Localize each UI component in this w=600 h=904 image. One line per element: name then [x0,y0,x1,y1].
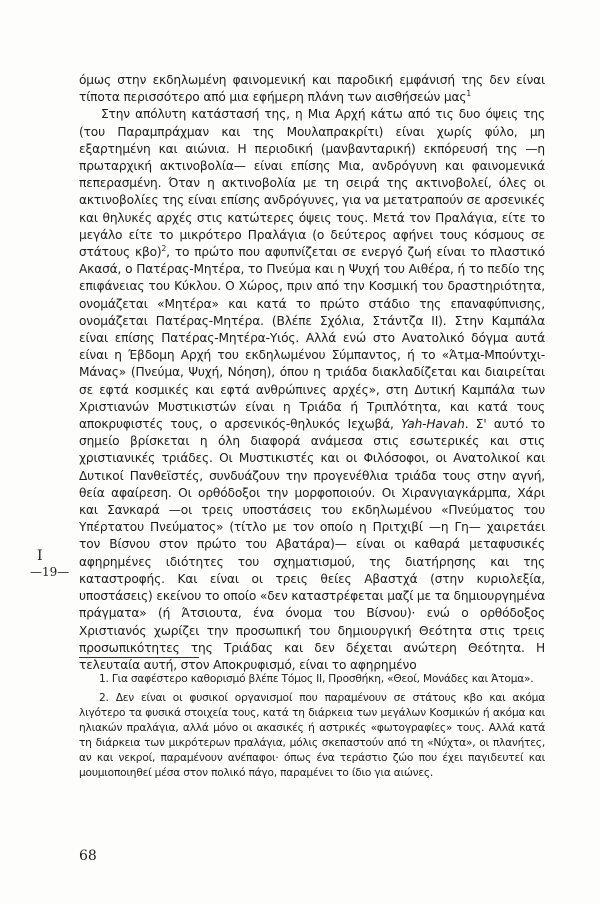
paragraph-2 [79,106,545,674]
footnote-ref-2: 2 [161,244,167,254]
paragraph-1-text: όμως στην εκδηλωμένη φαινομενική και παροδική εμφάνισή της δεν είναι τίποτα περισσότερο από μια εφήμερη πλάνη των αισθήσεών μας [79,73,545,105]
paragraph-1 [79,72,545,106]
yah-havah-italic: Yah-Havah [401,417,465,432]
paragraph-2-text-c: . Σ' αυτό το σημείο βρίσκεται η όλη διαφορά ανάμεσα στις εσωτερικές και στις χριστιανικές τριάδες. Οι Μυστικιστές και οι Φιλόσοφοι, οι Ανατολικοί και Δυτικοί Πανθεϊστές, συνδυάζουν την προγενέθλια τριάδα τους στην αγνή, θεία αφαίρεση. Οι ορθόδοξοι την μορφοποιούν. Οι Χιρανγιαγκάρμπα, Χάρι και Σανκαρά —οι τρεις υποστάσεις του εκδηλωμένου «Πνεύματος του Υπέρτατου Πνεύματος» (τίτλο με τον οποίο η Πριτχιβί —η Γη— χαιρετάει τον Βίσνου στον πρώτο του Αβατάρα)— είναι οι καθαρά μεταφυσικές αφηρημένες ιδιότητες του σχηματισμού, της διατήρησης και της καταστροφής. Και είναι οι τρεις θείες Αβαστχά (στην κυριολεξία, υποστάσεις) εκείνου το οποίο «δεν καταστρέφεται μαζί με τα δημιουργημένα πράγματα» (ή Άτσιουτα, ένα όνομα του Βίσνου)· ενώ ο ορθόδοξος Χριστιανός χωρίζει την προσωπική του δημιουργική Θεότητα στις τρεις προσωπικότητες της Τριάδας και δεν δέχεται ανώτερη Θεότητα. Η τελευταία αυτή, στον Αποκρυφισμό, είναι το αφηρημένο [79,417,545,672]
paragraph-2-text-a: Στην απόλυτη κατάστασή της, η Μια Αρχή κάτω από τις δυο όψεις της (του Παραμπράχμαν και της Μουλαπρακρίτι) είναι χωρίς φύλο, μη εξαρτημένη και αιώνια. Η περιοδική (μανβανταρική) εκπόρευσή της —η πρωταρχική ακτινοβολία— είναι επίσης Μια, ανδρόγυνη και φαινομενικά πεπερασμένη. Όταν η ακτινοβολία με τη σειρά της ακτινοβολεί, όλες οι ακτινοβολίες της είναι επίσης ανδρόγυνες, για να μετατραπούν σε αρσενικές και θηλυκές αρχές στις κατώτερες όψεις τους. Μετά τον Πραλάγια, είτε το μεγάλο είτε το μικρότερο Πραλάγια (ο δεύτερος αφήνει τους κόσμους σε στάτους κβο) [79,107,545,260]
paragraph-2-text-b: , το πρώτο που αφυπνίζεται σε ενεργό ζωή είναι το πλαστικό Ακασά, ο Πατέρας-Μητέρα, το Πνεύμα και η Ψυχή του Αιθέρα, ή το πεδίο της επιφάνειας του Κύκλου. Ο Χώρος, πριν από την Κοσμική του δραστηριότητα, ονομάζεται «Μητέρα» και κατά το πρώτο στάδιο της επαναφύπνισης, ονομάζεται Πατέρας-Μητέρα. (Βλέπε Σχόλια, Στάντζα ΙΙ). Στην Καμπάλα είναι επίσης Πατέρας-Μητέρα-Υιός. Αλλά ενώ στο Ανατολικό δόγμα αυτά είναι η Έβδομη Αρχή του εκδηλωμένου Σύμπαντος, ή το «Άτμα-Μπούντχι-Μάνας» (Πνεύμα, Ψυχή, Νόηση), όπου η τριάδα διακλαδίζεται και διαιρείται σε εφτά κοσμικές και εφτά ανθρώπινες αρχές», στη Δυτική Καμπάλα των Χριστιανών Μυστικιστών είναι η Τριάδα ή Τριπλότητα, και κατά τους αποκρυφιστές τους, ο αρσενικός-θηλυκός Ιεχωβά, [79,245,545,432]
footnotes [79,672,545,785]
main-text [79,72,545,674]
footnote-divider [79,657,199,658]
footnote-ref-1: 1 [466,89,472,99]
footnote-1: 1. Για σαφέστερο καθορισμό βλέπε Τόμος ΙΙ, Προσθήκη, «Θεοί, Μονάδες και Άτομα». [99,673,534,685]
page-number: 68 [79,848,97,864]
footnote-2: 2. Δεν είναι οι φυσικοί οργανισμοί που παραμένουν σε στάτους κβο και ακόμα λιγότερο τα φυσικά στοιχεία τους, κατά τη διάρκεια των μεγάλων Κοσμικών ή ακόμα και ηλιακών πραλάγια, αλλά μόνο οι ακασικές ή αστρικές «φωτογραφίες» τους. Αλλά κατά τη διάρκεια των μικρότερων πραλάγια, μόλις σκεπαστούν από τη «Νύχτα», οι πλανήτες, αν και νεκροί, παραμένουν ανέπαφοι· όπως ένα τεράστιο ζώο που έχει παγιδευτεί και μουμιοποιηθεί μέσα στον πολικό πάγο, παραμένει το ίδιο για αιώνες. [79,692,545,779]
margin-volume-mark: I [37,548,43,564]
margin-page-reference: —19— [30,565,70,579]
